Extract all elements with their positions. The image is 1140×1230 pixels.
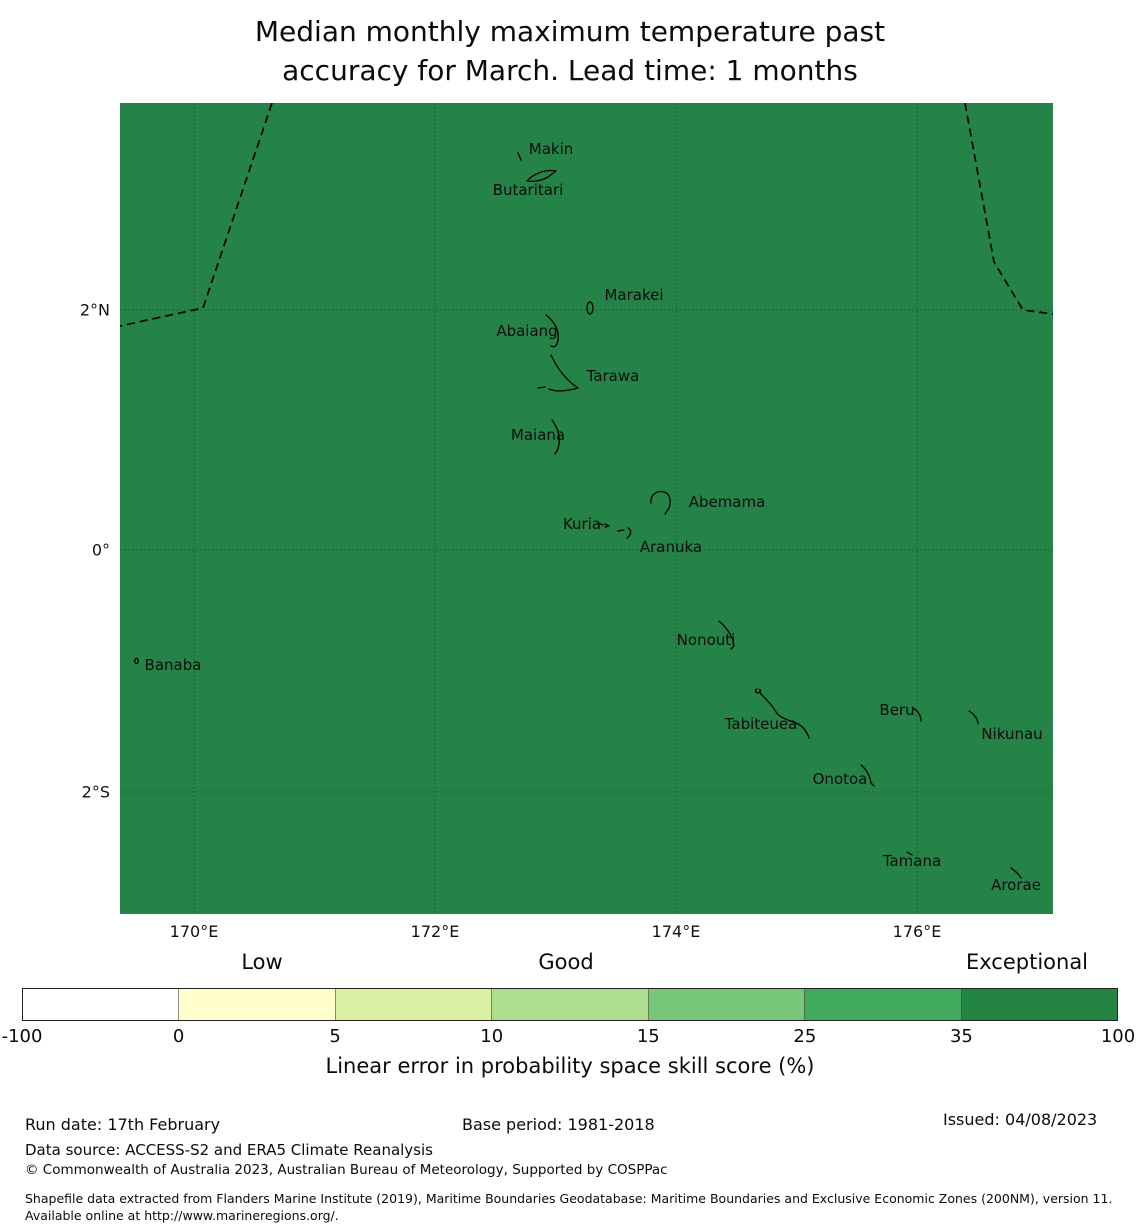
base-period-text: Base period: 1981-2018 [462, 1115, 655, 1134]
island-shape-butaritari [527, 171, 556, 182]
island-shape-makin [518, 153, 521, 160]
island-shape-abemama [651, 492, 670, 514]
island-label-banaba: Banaba [144, 656, 202, 674]
issued-date-text: Issued: 04/08/2023 [943, 1110, 1098, 1129]
map-overlay [120, 103, 1053, 914]
y-tick-0°: 0° [91, 540, 110, 560]
island-shape-banaba [135, 659, 139, 664]
island-label-onotoa: Onotoa [812, 770, 868, 788]
y-tick-2°S: 2°S [81, 782, 110, 802]
colorbar-segment-5 [805, 989, 961, 1020]
copyright-text: © Commonwealth of Australia 2023, Australian Bureau of Meteorology, Supported by COSPPac [25, 1162, 668, 1178]
colorbar-segment-2 [336, 989, 492, 1020]
title-line-1: Median monthly maximum temperature past [254, 15, 886, 48]
island-shape-marakei [587, 302, 593, 314]
figure-title [0, 12, 1140, 90]
island-label-nikunau: Nikunau [981, 725, 1043, 743]
colorbar-segment-6 [962, 989, 1117, 1020]
eez-boundary-east [965, 103, 1053, 314]
island-shape-nikunau [969, 711, 978, 724]
colorbar-segment-1 [179, 989, 335, 1020]
colorbar-tick-5: 5 [329, 1026, 341, 1047]
colorbar-segment-4 [649, 989, 805, 1020]
shapefile-note-text: Shapefile data extracted from Flanders Marine Institute (2019), Maritime Boundaries Geodatabase: Maritime Boundaries and Exclusive Economic Zones (200NM), version 11. Available online at http://www.marineregions.org/. [25, 1191, 1113, 1223]
island-label-tabiteuea: Tabiteuea [724, 715, 798, 733]
data-source-text: Data source: ACCESS-S2 and ERA5 Climate Reanalysis [25, 1141, 433, 1159]
colorbar-caption: Linear error in probability space skill score (%) [325, 1054, 815, 1078]
island-shape-tarawa [538, 355, 578, 391]
colorbar-segment-3 [492, 989, 648, 1020]
x-tick-176°E: 176°E [892, 922, 942, 941]
x-tick-174°E: 174°E [651, 922, 701, 941]
y-tick-2°N: 2°N [79, 300, 110, 320]
run-date-text: Run date: 17th February [25, 1115, 221, 1134]
island-label-aranuka: Aranuka [639, 538, 703, 556]
colorbar-tick-35: 35 [949, 1026, 973, 1047]
scale-label-good: Good [538, 950, 594, 974]
colorbar-tick-0: 0 [172, 1026, 185, 1047]
scale-label-low: Low [241, 950, 283, 974]
colorbar-segment-0 [23, 989, 179, 1020]
x-tick-172°E: 172°E [410, 922, 460, 941]
island-label-tamana: Tamana [882, 852, 942, 870]
island-label-makin: Makin [528, 140, 574, 158]
island-label-marakei: Marakei [604, 286, 664, 304]
island-label-arorae: Arorae [991, 876, 1041, 894]
gridlines [120, 103, 1053, 914]
colorbar-tick-15: 15 [636, 1026, 660, 1047]
colorbar [22, 988, 1118, 1021]
island-label-abaiang: Abaiang [496, 322, 558, 340]
eez-boundary [120, 103, 1053, 326]
x-tick-170°E: 170°E [169, 922, 219, 941]
eez-boundary-west [120, 103, 272, 326]
title-line-2: accuracy for March. Lead time: 1 months [282, 54, 858, 87]
island-shape-aranuka [618, 528, 631, 538]
island-label-nonouti: Nonouti [676, 631, 736, 649]
island-label-tarawa: Tarawa [586, 367, 640, 385]
island-label-butaritari: Butaritari [492, 181, 564, 199]
colorbar-tick-100: 100 [1100, 1026, 1136, 1047]
island-label-kuria: Kuria [562, 515, 602, 533]
colorbar-tick-25: 25 [793, 1026, 817, 1047]
island-label-beru: Beru [879, 701, 915, 719]
colorbar-tick--100: -100 [1, 1026, 43, 1047]
island-label-maiana: Maiana [510, 426, 566, 444]
island-label-abemama: Abemama [688, 493, 766, 511]
scale-label-exceptional: Exceptional [965, 950, 1089, 974]
colorbar-tick-10: 10 [480, 1026, 504, 1047]
